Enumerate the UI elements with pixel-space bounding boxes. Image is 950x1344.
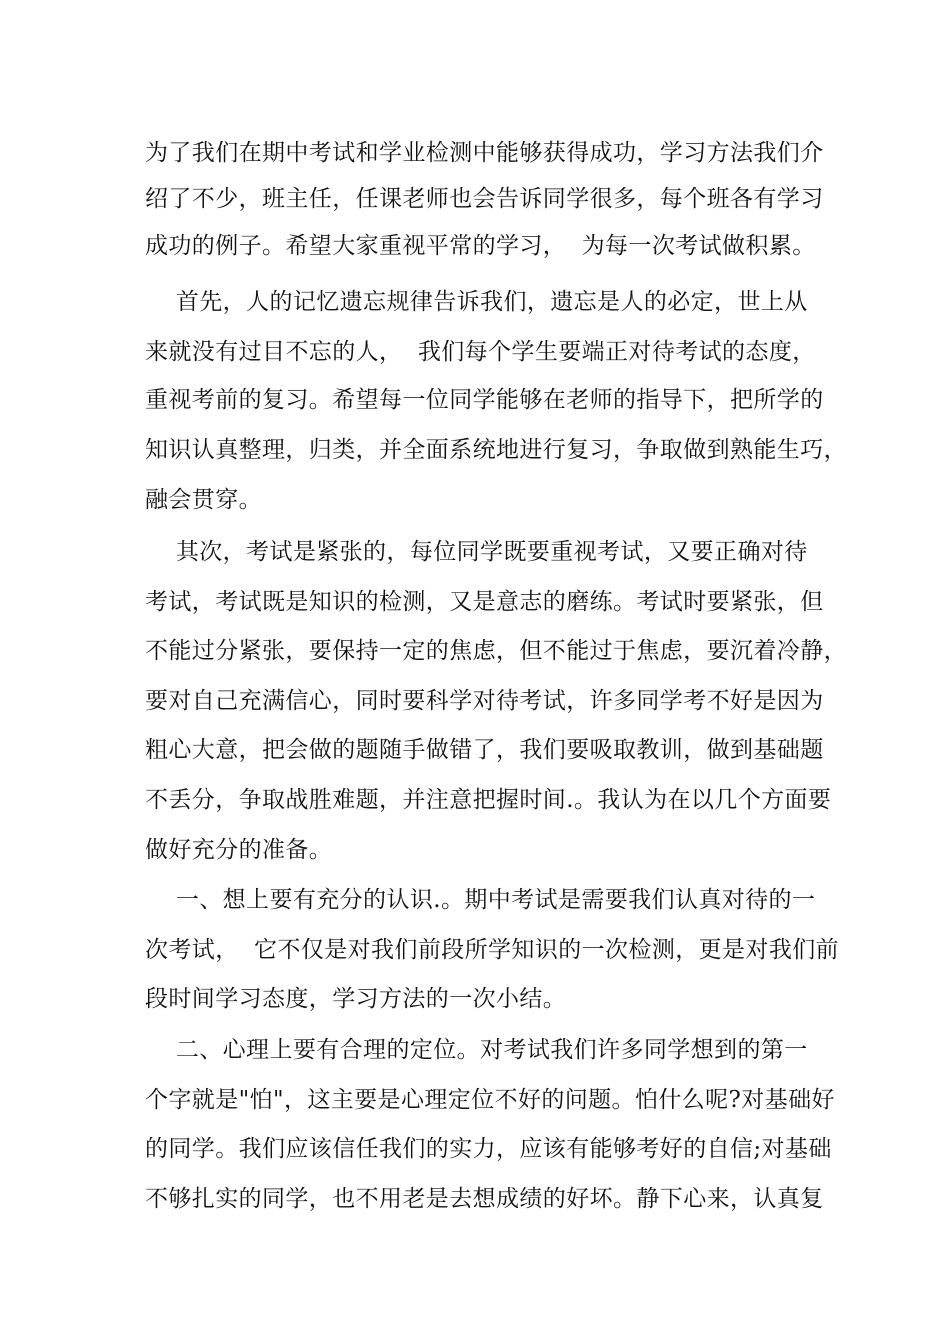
- text-line: 其次，考试是紧张的，每位同学既要重视考试，又要正确对待: [145, 539, 808, 565]
- text-line: 的同学。我们应该信任我们的实力，应该有能够考好的自信;对基础: [145, 1136, 832, 1162]
- text-line: 不够扎实的同学，也不用老是去想成绩的好坏。静下心来，认真复: [145, 1186, 824, 1212]
- text-line: 绍了不少，班主任，任课老师也会告诉同学很多，每个班各有学习: [145, 186, 824, 212]
- text-line: 要对自己充满信心，同时要科学对待考试，许多同学考不好是因为: [145, 688, 824, 714]
- text-line: 考试，考试既是知识的检测，又是意志的磨练。考试时要紧张，但: [145, 589, 824, 615]
- text-line: 二、心理上要有合理的定位。对考试我们许多同学想到的第一: [145, 1037, 808, 1063]
- text-line: 知识认真整理，归类，并全面系统地进行复习，争取做到熟能生巧，: [145, 437, 847, 463]
- text-line: 融会贯穿。: [145, 487, 262, 513]
- text-line: 不能过分紧张，要保持一定的焦虑，但不能过于焦虑，要沉着冷静，: [145, 638, 847, 664]
- text-line: 首先，人的记忆遗忘规律告诉我们，遗忘是人的必定，世上从: [145, 289, 808, 315]
- text-line: 个字就是"怕"，这主要是心理定位不好的问题。怕什么呢?对基础好: [145, 1087, 835, 1113]
- text-line: 不丢分，争取战胜难题，并注意把握时间.。我认为在以几个方面要: [145, 787, 832, 813]
- text-line: 做好充分的准备。: [145, 837, 333, 863]
- text-line: 为了我们在期中考试和学业检测中能够获得成功，学习方法我们介: [145, 140, 824, 166]
- text-line: 次考试， 它不仅是对我们前段所学知识的一次检测，更是对我们前: [145, 937, 840, 963]
- text-line: 成功的例子。希望大家重视平常的学习， 为每一次考试做积累。: [145, 233, 816, 259]
- text-line: 来就没有过目不忘的人， 我们每个学生要端正对待考试的态度，: [145, 339, 816, 365]
- text-line: 一、想上要有充分的认识.。期中考试是需要我们认真对待的一: [145, 887, 816, 913]
- text-line: 重视考前的复习。希望每一位同学能够在老师的指导下，把所学的: [145, 387, 824, 413]
- text-line: 粗心大意，把会做的题随手做错了，我们要吸取教训，做到基础题: [145, 737, 824, 763]
- text-line: 段时间学习态度，学习方法的一次小结。: [145, 986, 567, 1012]
